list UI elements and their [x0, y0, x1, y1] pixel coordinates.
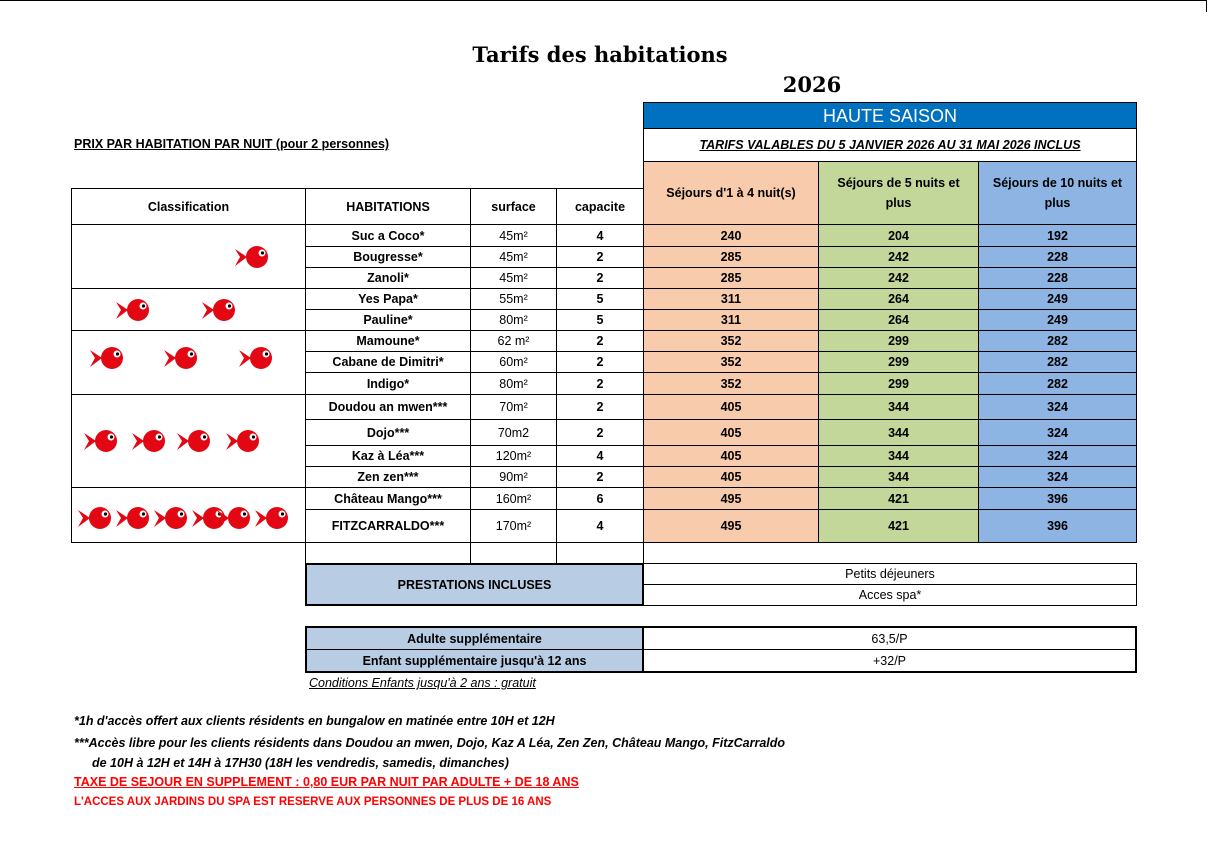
right-border — [1206, 0, 1207, 12]
row-cap-cell: 4 — [556, 509, 644, 543]
row-p5-cell: 344 — [818, 419, 979, 446]
warning-spa-age: L'ACCES AUX JARDINS DU SPA EST RESERVE AUX PERSONNES DE PLUS DE 16 ANS — [74, 796, 552, 808]
row-name-cell: Dojo*** — [305, 419, 471, 446]
row-p1-cell: 285 — [643, 246, 819, 268]
row-p5-cell: 344 — [818, 394, 979, 420]
row-surface-cell: 80m² — [470, 372, 557, 395]
row-p10-cell: 192 — [978, 224, 1137, 247]
row-cap-cell: 2 — [556, 419, 644, 446]
row-p5-cell: 204 — [818, 224, 979, 247]
row-cap-cell: 5 — [556, 288, 644, 310]
header-sejour-1-4: Séjours d'1 à 4 nuit(s) — [643, 161, 819, 225]
row-name-cell: Kaz à Léa*** — [305, 445, 471, 467]
row-p5-cell: 344 — [818, 445, 979, 467]
empty-cell — [470, 542, 557, 564]
row-p10-cell: 396 — [978, 487, 1137, 510]
children-conditions: Conditions Enfants jusqu'à 2 ans : gratuit — [309, 676, 536, 690]
row-p5-cell: 299 — [818, 351, 979, 373]
row-name-cell: Indigo* — [305, 372, 471, 395]
row-p10-cell: 324 — [978, 394, 1137, 420]
row-p10-cell: 249 — [978, 288, 1137, 310]
row-surface-cell: 45m² — [470, 224, 557, 247]
prestation-item: Acces spa* — [643, 584, 1137, 606]
row-surface-cell: 45m² — [470, 267, 557, 289]
classification-2-fish — [71, 288, 306, 331]
row-p10-cell: 282 — [978, 372, 1137, 395]
row-p10-cell: 396 — [978, 509, 1137, 543]
classification-6-fish — [71, 487, 306, 543]
row-name-cell: Suc a Coco* — [305, 224, 471, 247]
red-fish-icon — [72, 288, 305, 331]
row-cap-cell: 2 — [556, 394, 644, 420]
row-p1-cell: 240 — [643, 224, 819, 247]
row-p1-cell: 352 — [643, 372, 819, 395]
row-p1-cell: 405 — [643, 466, 819, 488]
row-name-cell: Mamoune* — [305, 330, 471, 352]
row-surface-cell: 60m² — [470, 351, 557, 373]
row-p5-cell: 344 — [818, 466, 979, 488]
row-name-cell: Bougresse* — [305, 246, 471, 268]
price-note: PRIX PAR HABITATION PAR NUIT (pour 2 personnes) — [74, 137, 390, 151]
classification-1-fish — [71, 224, 306, 289]
extra-adult-label: Adulte supplémentaire — [305, 626, 644, 650]
row-p10-cell: 228 — [978, 267, 1137, 289]
row-name-cell: Château Mango*** — [305, 487, 471, 510]
header-habitations: HABITATIONS — [305, 188, 471, 225]
prestations-label: PRESTATIONS INCLUSES — [305, 563, 644, 606]
row-cap-cell: 4 — [556, 445, 644, 467]
row-cap-cell: 6 — [556, 487, 644, 510]
row-p5-cell: 421 — [818, 487, 979, 510]
row-surface-cell: 160m² — [470, 487, 557, 510]
row-cap-cell: 5 — [556, 309, 644, 331]
page-title: Tarifs des habitations — [472, 42, 728, 67]
year-label: 2026 — [782, 72, 842, 97]
row-surface-cell: 80m² — [470, 309, 557, 331]
row-surface-cell: 62 m² — [470, 330, 557, 352]
row-p5-cell: 299 — [818, 330, 979, 352]
extra-adult-value: 63,5/P — [643, 626, 1137, 650]
row-name-cell: FITZCARRALDO*** — [305, 509, 471, 543]
row-p1-cell: 352 — [643, 351, 819, 373]
header-classification: Classification — [71, 188, 306, 225]
row-cap-cell: 4 — [556, 224, 644, 247]
row-surface-cell: 170m² — [470, 509, 557, 543]
row-p10-cell: 324 — [978, 419, 1137, 446]
row-surface-cell: 90m² — [470, 466, 557, 488]
row-p1-cell: 311 — [643, 309, 819, 331]
row-p10-cell: 282 — [978, 351, 1137, 373]
row-p1-cell: 405 — [643, 394, 819, 420]
prestation-item: Petits déjeuners — [643, 563, 1137, 585]
row-p1-cell: 311 — [643, 288, 819, 310]
row-surface-cell: 70m2 — [470, 419, 557, 446]
header-sejour-10: Séjours de 10 nuits et plus — [978, 161, 1137, 225]
row-cap-cell: 2 — [556, 466, 644, 488]
validity-note: TARIFS VALABLES DU 5 JANVIER 2026 AU 31 MAI 2026 INCLUS — [643, 129, 1137, 162]
note-spa: *1h d'accès offert aux clients résidents en bungalow en matinée entre 10H et 12H — [74, 714, 555, 728]
red-fish-icon — [72, 224, 305, 289]
row-p1-cell: 405 — [643, 445, 819, 467]
row-p10-cell: 324 — [978, 466, 1137, 488]
row-surface-cell: 70m² — [470, 394, 557, 420]
row-cap-cell: 2 — [556, 246, 644, 268]
season-banner: HAUTE SAISON — [643, 102, 1137, 129]
row-p1-cell: 285 — [643, 267, 819, 289]
row-p5-cell: 264 — [818, 309, 979, 331]
warning-tax: TAXE DE SEJOUR EN SUPPLEMENT : 0,80 EUR PAR NUIT PAR ADULTE + DE 18 ANS — [74, 775, 579, 789]
row-p10-cell: 249 — [978, 309, 1137, 331]
red-fish-icon — [72, 330, 305, 395]
row-name-cell: Zen zen*** — [305, 466, 471, 488]
top-border — [0, 0, 1206, 1]
row-p1-cell: 495 — [643, 509, 819, 543]
row-surface-cell: 120m² — [470, 445, 557, 467]
empty-cell — [643, 542, 819, 564]
row-p10-cell: 228 — [978, 246, 1137, 268]
row-name-cell: Cabane de Dimitri* — [305, 351, 471, 373]
row-name-cell: Zanoli* — [305, 267, 471, 289]
row-cap-cell: 2 — [556, 372, 644, 395]
row-p5-cell: 421 — [818, 509, 979, 543]
note-hours: de 10H à 12H et 14H à 17H30 (18H les vendredis, samedis, dimanches) — [92, 756, 509, 770]
row-name-cell: Pauline* — [305, 309, 471, 331]
header-sejour-5: Séjours de 5 nuits et plus — [818, 161, 979, 225]
red-fish-icon — [72, 487, 305, 543]
row-p10-cell: 324 — [978, 445, 1137, 467]
empty-cell — [556, 542, 644, 564]
extra-child-value: +32/P — [643, 649, 1137, 673]
row-name-cell: Yes Papa* — [305, 288, 471, 310]
row-p5-cell: 264 — [818, 288, 979, 310]
row-surface-cell: 45m² — [470, 246, 557, 268]
header-capacite: capacite — [556, 188, 644, 225]
row-name-cell: Doudou an mwen*** — [305, 394, 471, 420]
row-cap-cell: 2 — [556, 330, 644, 352]
classification-3-fish — [71, 330, 306, 395]
row-p10-cell: 282 — [978, 330, 1137, 352]
row-p5-cell: 299 — [818, 372, 979, 395]
header-surface: surface — [470, 188, 557, 225]
row-p5-cell: 242 — [818, 267, 979, 289]
row-p1-cell: 405 — [643, 419, 819, 446]
row-p1-cell: 352 — [643, 330, 819, 352]
row-surface-cell: 55m² — [470, 288, 557, 310]
row-cap-cell: 2 — [556, 351, 644, 373]
row-p1-cell: 495 — [643, 487, 819, 510]
note-access: ***Accès libre pour les clients résidents dans Doudou an mwen, Dojo, Kaz A Léa, Zen Zen, Château Mango, FitzCarraldo — [74, 736, 786, 750]
empty-cell — [305, 542, 471, 564]
extra-child-label: Enfant supplémentaire jusqu'à 12 ans — [305, 649, 644, 673]
red-fish-icon — [72, 394, 305, 488]
row-p5-cell: 242 — [818, 246, 979, 268]
row-cap-cell: 2 — [556, 267, 644, 289]
classification-4-fish — [71, 394, 306, 488]
